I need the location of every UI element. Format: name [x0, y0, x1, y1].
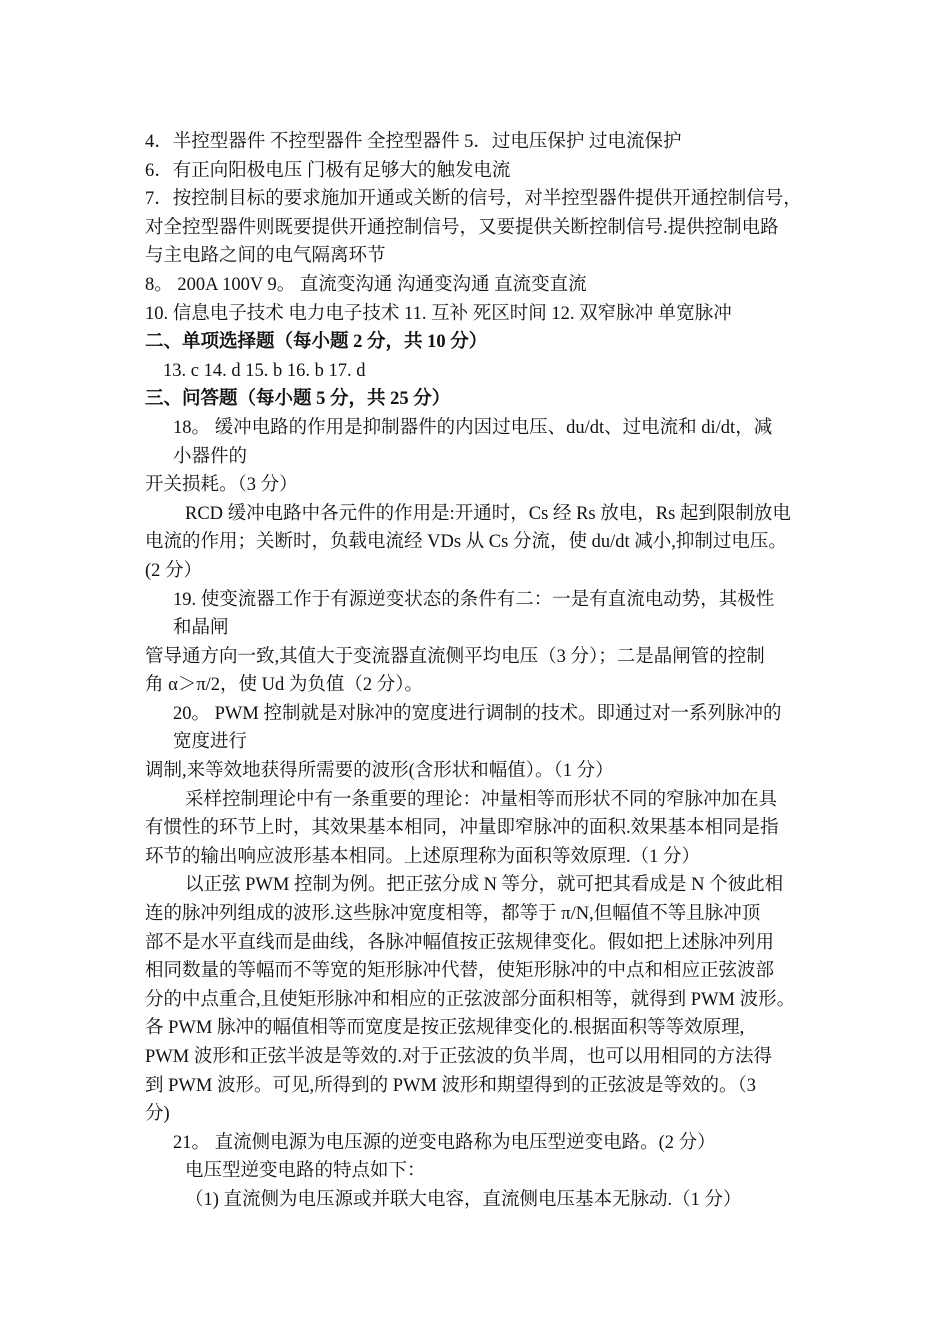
section-heading-choice: 二、单项选择题（每小题 2 分，共 10 分）	[145, 332, 488, 353]
section-heading-qa: 三、问答题（每小题 5 分，共 25 分）	[145, 389, 451, 410]
answer-18-line: 开关损耗。（3 分）	[145, 475, 298, 496]
answer-20-line: 调制,来等效地获得所需要的波形(含形状和幅值）。（1 分）	[145, 761, 614, 782]
answer-line-6: 6．有正向阳极电压 门极有足够大的触发电流	[145, 160, 511, 181]
answer-18-line: 小器件的	[173, 446, 248, 467]
answer-18-line: 18。 缓冲电路的作用是抑制器件的内因过电压、du/dt、过电流和 di/dt，减	[173, 417, 773, 438]
answer-line-8-9: 8。 200A 100V 9。 直流变沟通 沟通变沟通 直流变直流	[145, 274, 587, 295]
answer-20-line: 以正弦 PWM 控制为例。把正弦分成 N 等分，就可把其看成是 N 个彼此相	[185, 875, 784, 896]
answer-19-line: 角 α＞π/2，使 Ud 为负值（2 分）。	[145, 675, 424, 696]
answer-20-line: PWM 波形和正弦半波是等效的.对于正弦波的负半周，也可以用相同的方法得	[145, 1047, 772, 1067]
answer-20-line: 环节的输出响应波形基本相同。上述原理称为面积等效原理.（1 分）	[145, 846, 701, 867]
answer-line-10-12: 10. 信息电子技术 电力电子技术 11. 互补 死区时间 12. 双窄脉冲 单宽脉冲	[145, 303, 732, 324]
answer-18-line: (2 分）	[145, 560, 203, 581]
answer-19-line: 19. 使变流器工作于有源逆变状态的条件有二：一是有直流电动势，其极性	[173, 589, 775, 610]
answer-20-line: 分)	[145, 1104, 170, 1125]
answer-line-7b: 对全控型器件则既要提供开通控制信号，又要提供关断控制信号.提供控制电路	[145, 217, 779, 238]
answer-19-line: 和晶闸	[173, 618, 229, 639]
answer-21-line: （1) 直流侧为电压源或并联大电容，直流侧电压基本无脉动.（1 分）	[185, 1189, 742, 1210]
answer-20-line: 各 PWM 脉冲的幅值相等而宽度是按正弦规律变化的.根据面积等等效原理,	[145, 1018, 745, 1039]
answer-20-line: 到 PWM 波形。可见,所得到的 PWM 波形和期望得到的正弦波是等效的。（3	[145, 1075, 757, 1096]
answer-19-line: 管导通方向一致,其值大于变流器直流侧平均电压（3 分）；二是晶闸管的控制	[145, 646, 765, 667]
answer-20-line: 20。 PWM 控制就是对脉冲的宽度进行调制的技术。即通过对一系列脉冲的	[173, 703, 782, 724]
answer-20-line: 采样控制理论中有一条重要的理论：冲量相等而形状不同的窄脉冲加在具	[185, 789, 778, 810]
answer-20-line: 部不是水平直线而是曲线，各脉冲幅值按正弦规律变化。假如把上述脉冲列用	[145, 932, 775, 953]
answer-21-line: 电压型逆变电路的特点如下：	[185, 1161, 426, 1182]
answer-20-line: 有惯性的环节上时，其效果基本相同，冲量即窄脉冲的面积.效果基本相同是指	[145, 818, 779, 839]
answer-20-line: 连的脉冲列组成的波形.这些脉冲宽度相等，都等于 π/N,但幅值不等且脉冲顶	[145, 904, 761, 925]
answer-18-line: RCD 缓冲电路中各元件的作用是:开通时，Cs 经 Rs 放电，Rs 起到限制放电	[185, 503, 791, 524]
answer-line-7c: 与主电路之间的电气隔离环节	[145, 246, 386, 267]
answer-21-line: 21。 直流侧电源为电压源的逆变电路称为电压型逆变电路。(2 分）	[173, 1132, 716, 1153]
answer-20-line: 分的中点重合,且使矩形脉冲和相应的正弦波部分面积相等，就得到 PWM 波形。	[145, 989, 796, 1010]
answer-line-7a: 7．按控制目标的要求施加开通或关断的信号，对半控型器件提供开通控制信号，	[145, 189, 802, 210]
answer-18-line: 电流的作用；关断时，负载电流经 VDs 从 Cs 分流，使 du/dt 减小,抑制过电压。	[145, 532, 787, 553]
answer-line-4-5: 4．半控型器件 不控型器件 全控型器件 5．过电压保护 过电流保护	[145, 132, 682, 152]
answer-line-13-17: 13. c 14. d 15. b 16. b 17. d	[163, 360, 366, 381]
answer-20-line: 宽度进行	[173, 732, 248, 753]
answer-20-line: 相同数量的等幅而不等宽的矩形脉冲代替，使矩形脉冲的中点和相应正弦波部	[145, 961, 775, 982]
answer-text	[145, 128, 810, 1215]
